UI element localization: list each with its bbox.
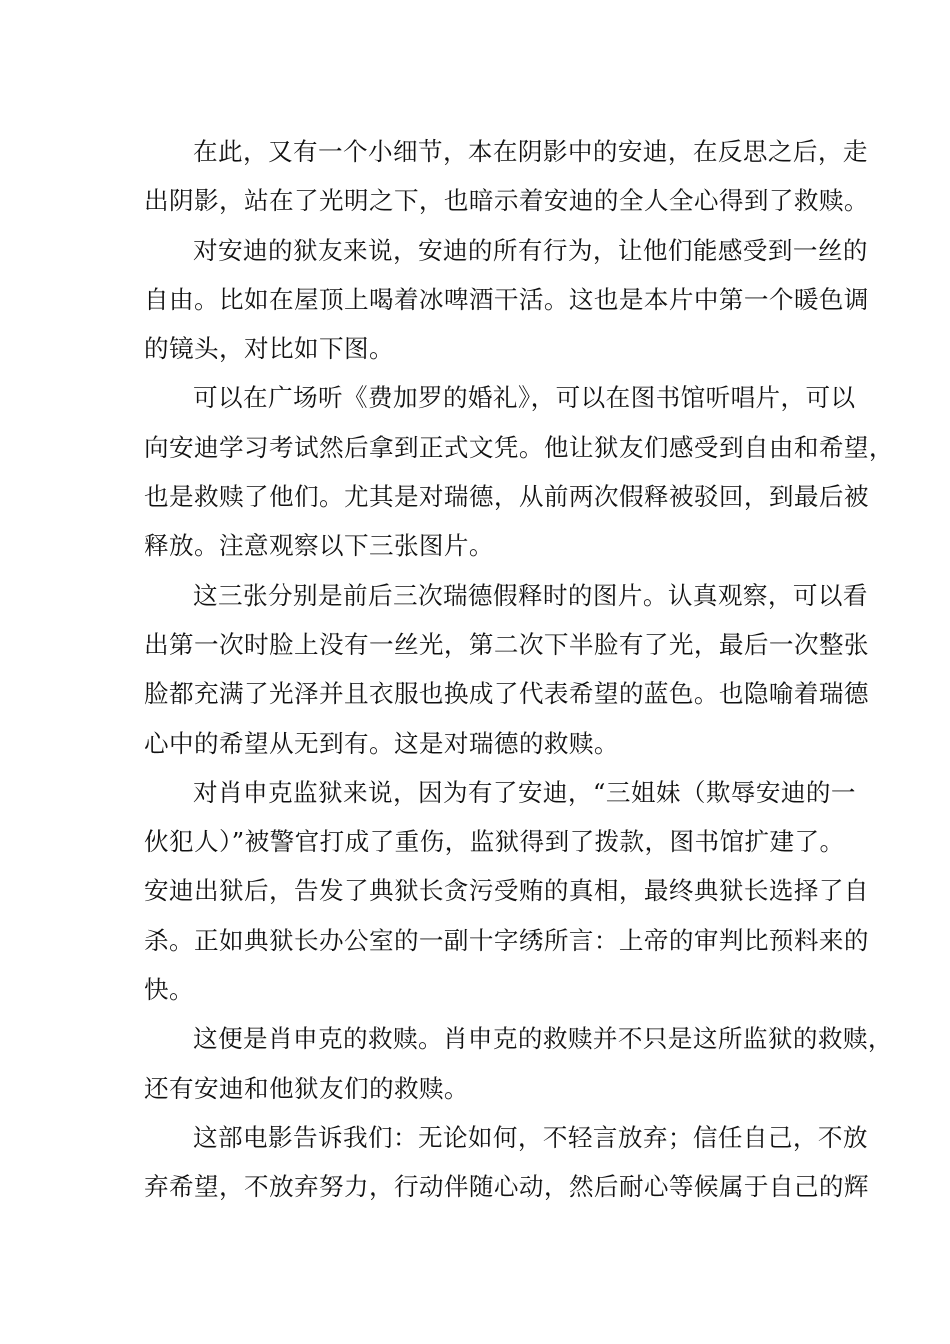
text-line: 杀。正如典狱长办公室的一副十字绣所言：上帝的审判比预料来的	[144, 925, 869, 955]
paragraph	[144, 1113, 869, 1212]
paragraph	[144, 571, 869, 768]
text-line: 弃希望，不放弃努力，行动伴随心动，然后耐心等候属于自己的辉	[144, 1172, 869, 1202]
paragraph	[144, 373, 894, 570]
paragraph	[144, 226, 869, 374]
text-line: 出第一次时脸上没有一丝光，第二次下半脸有了光，最后一次整张	[144, 629, 869, 659]
text-line: 还有安迪和他狱友们的救赎。	[144, 1073, 469, 1103]
text-line: 这便是肖申克的救赎。肖申克的救赎并不只是这所监狱的救赎，	[193, 1024, 893, 1054]
text-line: 自由。比如在屋顶上喝着冰啤酒干活。这也是本片中第一个暖色调	[144, 284, 869, 314]
text-line: 安迪出狱后，告发了典狱长贪污受贿的真相，最终典狱长选择了自	[144, 876, 869, 906]
body-text	[144, 127, 894, 1212]
text-line: 可以在广场听《费加罗的婚礼》，可以在图书馆听唱片，可以	[193, 383, 856, 413]
text-line: 这三张分别是前后三次瑞德假释时的图片。认真观察，可以看	[193, 580, 868, 610]
text-line: 释放。注意观察以下三张图片。	[144, 531, 494, 561]
text-line: 在此，又有一个小细节，本在阴影中的安迪，在反思之后，走	[193, 137, 868, 166]
text-line: 脸都充满了光泽并且衣服也换成了代表希望的蓝色。也隐喻着瑞德	[144, 679, 869, 709]
text-line: 的镜头，对比如下图。	[144, 334, 394, 364]
text-line: 向安迪学习考试然后拿到正式文凭。他让狱友们感受到自由和希望，	[144, 432, 894, 462]
text-line: 出阴影，站在了光明之下，也暗示着安迪的全人全心得到了救赎。	[144, 186, 869, 216]
paragraph	[144, 1014, 893, 1113]
text-line: 对安迪的狱友来说，安迪的所有行为，让他们能感受到一丝的	[193, 235, 868, 265]
paragraph	[144, 127, 869, 226]
text-line: 伙犯人）”被警官打成了重伤，监狱得到了拨款，图书馆扩建了。	[144, 827, 845, 857]
text-line: 快。	[144, 975, 194, 1005]
text-line: 对肖申克监狱来说，因为有了安迪，“三姐妹（欺辱安迪的一	[193, 777, 856, 807]
text-line: 这部电影告诉我们：无论如何，不轻言放弃；信任自己，不放	[193, 1122, 868, 1152]
paragraph	[144, 768, 869, 1014]
text-line: 心中的希望从无到有。这是对瑞德的救赎。	[144, 728, 619, 758]
text-line: 也是救赎了他们。尤其是对瑞德，从前两次假释被驳回，到最后被	[144, 482, 869, 512]
